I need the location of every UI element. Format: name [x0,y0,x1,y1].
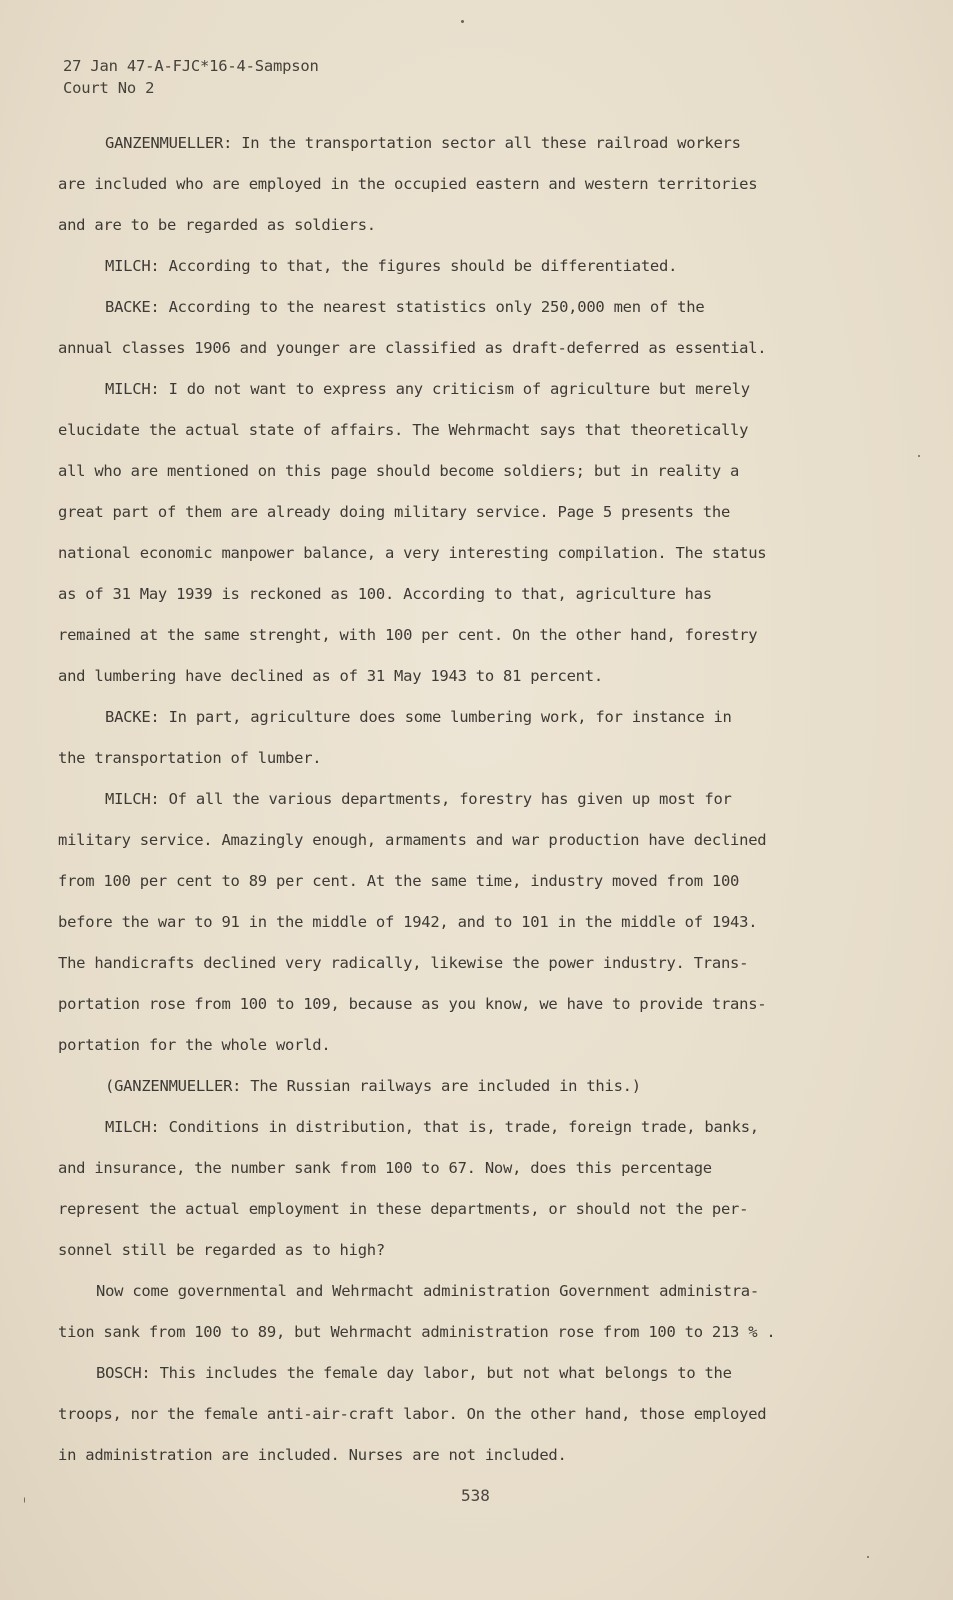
text-line: troops, nor the female anti-air-craft labor. On the other hand, those employed [58,1405,767,1423]
text-line: the transportation of lumber. [58,749,322,767]
text-line: from 100 per cent to 89 per cent. At the same time, industry moved from 100 [58,872,740,890]
text-line: remained at the same strenght, with 100 per cent. On the other hand, forestry [58,626,758,644]
transcript-body [58,133,908,1486]
text-line: MILCH: Of all the various departments, forestry has given up most for [105,790,732,808]
text-line: MILCH: Conditions in distribution, that is, trade, foreign trade, banks, [105,1118,759,1136]
text-line: Now come governmental and Wehrmacht administration Government administra- [96,1282,759,1300]
paper-speck [918,455,920,457]
text-line: MILCH: According to that, the figures should be differentiated. [105,257,678,275]
header-reference: 27 Jan 47-A-FJC*16-4-Sampson [63,57,319,75]
text-line: portation for the whole world. [58,1036,331,1054]
text-line: BACKE: According to the nearest statistics only 250,000 men of the [105,298,705,316]
paper-speck [24,1497,25,1503]
document-header [63,55,319,99]
text-line: tion sank from 100 to 89, but Wehrmacht administration rose from 100 to 213 % . [58,1323,776,1341]
text-line: all who are mentioned on this page should become soldiers; but in reality a [58,462,740,480]
text-line: before the war to 91 in the middle of 1942, and to 101 in the middle of 1943. [58,913,758,931]
text-line: BOSCH: This includes the female day labor, but not what belongs to the [96,1364,732,1382]
text-line: and insurance, the number sank from 100 to 67. Now, does this percentage [58,1159,712,1177]
paper-speck [461,20,464,23]
header-court: Court No 2 [63,79,155,97]
text-line: great part of them are already doing military service. Page 5 presents the [58,503,731,521]
text-line: elucidate the actual state of affairs. The Wehrmacht says that theoretically [58,421,749,439]
text-line: GANZENMUELLER: In the transportation sector all these railroad workers [105,134,741,152]
text-line: sonnel still be regarded as to high? [58,1241,385,1259]
text-line: The handicrafts declined very radically, likewise the power industry. Trans- [58,954,749,972]
paper-speck [867,1556,869,1558]
text-line: and lumbering have declined as of 31 May 1943 to 81 percent. [58,667,603,685]
text-line: as of 31 May 1939 is reckoned as 100. According to that, agriculture has [58,585,712,603]
text-line: in administration are included. Nurses are not included. [58,1446,567,1464]
text-line: BACKE: In part, agriculture does some lumbering work, for instance in [105,708,732,726]
text-line: are included who are employed in the occupied eastern and western territories [58,175,758,193]
text-line: represent the actual employment in these departments, or should not the per- [58,1200,749,1218]
text-line: military service. Amazingly enough, armaments and war production have declined [58,831,767,849]
text-line: (GANZENMUELLER: The Russian railways are included in this.) [105,1077,641,1095]
text-line: annual classes 1906 and younger are classified as draft-deferred as essential. [58,339,767,357]
page-number: 538 [461,1486,490,1505]
text-line: national economic manpower balance, a very interesting compilation. The status [58,544,767,562]
text-line: MILCH: I do not want to express any criticism of agriculture but merely [105,380,750,398]
text-line: and are to be regarded as soldiers. [58,216,376,234]
text-line: portation rose from 100 to 109, because as you know, we have to provide trans- [58,995,767,1013]
